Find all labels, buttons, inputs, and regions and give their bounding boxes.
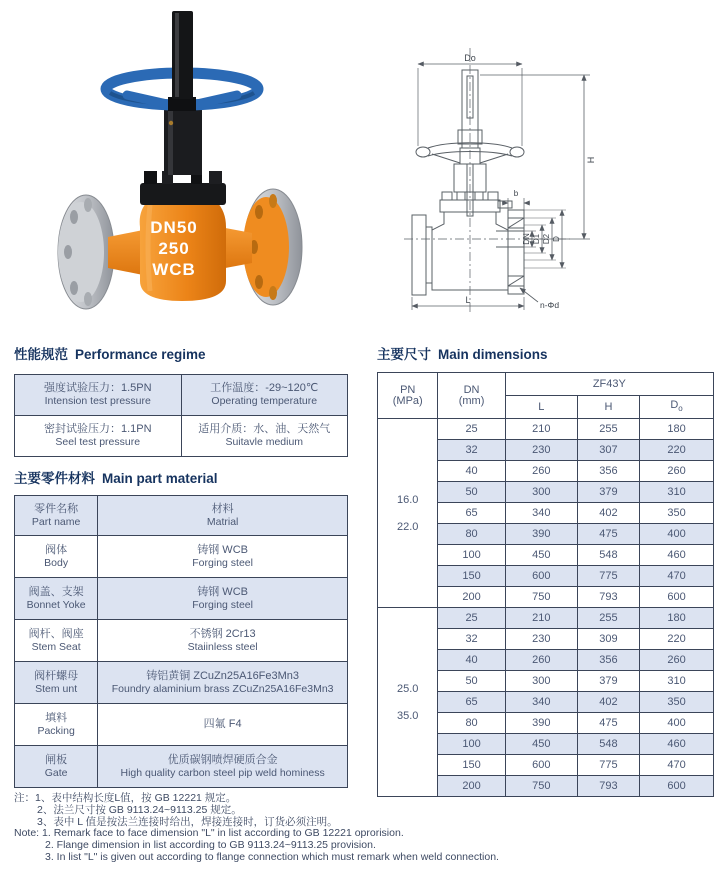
dn-cell: 50 xyxy=(438,482,505,503)
h-cell: 356 xyxy=(577,650,639,671)
do-cell: 460 xyxy=(640,545,714,566)
l-cell: 390 xyxy=(505,524,577,545)
do-cell: 470 xyxy=(640,566,714,587)
do-cell: 310 xyxy=(640,671,714,692)
col-header-pn: PN (MPa) xyxy=(378,373,438,419)
dn-cell: 200 xyxy=(438,587,505,608)
note-line: 3. In list "L" is given out according to flange connection which must remark when weld connection. xyxy=(45,850,499,863)
perf-cell-seal-pressure: 密封试验压力：1.1PN Seel test pressure xyxy=(15,416,182,457)
dn-cell: 65 xyxy=(438,503,505,524)
col-header-model: ZF43Y xyxy=(505,373,713,396)
h-cell: 307 xyxy=(577,440,639,461)
material-cell: 优质碳钢喷焊硬质合金 High quality carbon steel pip weld hominess xyxy=(98,746,348,788)
do-cell: 600 xyxy=(640,776,714,797)
do-cell: 180 xyxy=(640,419,714,440)
table-row xyxy=(378,608,714,629)
l-cell: 260 xyxy=(505,650,577,671)
do-cell: 350 xyxy=(640,503,714,524)
l-cell: 600 xyxy=(505,566,577,587)
dim-label-b: b xyxy=(513,189,519,198)
dim-label-d1: D1 xyxy=(532,233,541,245)
table-row xyxy=(15,578,348,620)
table-row xyxy=(15,704,348,746)
dn-cell: 150 xyxy=(438,755,505,776)
h-cell: 475 xyxy=(577,713,639,734)
dimensions-title-en: Main dimensions xyxy=(438,347,548,362)
do-cell: 180 xyxy=(640,608,714,629)
valve-dimension-drawing xyxy=(398,42,613,320)
l-cell: 260 xyxy=(505,461,577,482)
dn-cell: 25 xyxy=(438,419,505,440)
performance-table xyxy=(14,374,348,457)
do-cell: 470 xyxy=(640,755,714,776)
l-cell: 390 xyxy=(505,713,577,734)
perf-cell-test-pressure: 强度试验压力：1.5PN Intension test pressure xyxy=(15,375,182,416)
dn-cell: 80 xyxy=(438,524,505,545)
l-cell: 340 xyxy=(505,503,577,524)
dimensions-title-cn: 主要尺寸 xyxy=(377,347,431,362)
material-title-en: Main part material xyxy=(102,471,218,486)
do-cell: 600 xyxy=(640,587,714,608)
do-cell: 220 xyxy=(640,629,714,650)
dn-cell: 32 xyxy=(438,629,505,650)
performance-title-en: Performance regime xyxy=(75,347,206,362)
valve-photo xyxy=(30,5,310,313)
table-row xyxy=(378,419,714,440)
pn-group-cell: 16.0 22.0 xyxy=(378,419,438,608)
dn-cell: 40 xyxy=(438,461,505,482)
part-name-cell: 阀体 Body xyxy=(15,536,98,578)
l-cell: 300 xyxy=(505,671,577,692)
dn-cell: 32 xyxy=(438,440,505,461)
material-table xyxy=(14,495,348,788)
bonnet-yoke xyxy=(140,101,226,205)
h-cell: 255 xyxy=(577,419,639,440)
dim-label-h: H xyxy=(586,156,596,164)
h-cell: 548 xyxy=(577,545,639,566)
part-name-cell: 填料 Packing xyxy=(15,704,98,746)
col-header-h: H xyxy=(577,396,639,419)
perf-cell-medium: 适用介质：水、油、天然气 Suitavle medium xyxy=(181,416,348,457)
h-cell: 255 xyxy=(577,608,639,629)
h-cell: 402 xyxy=(577,692,639,713)
col-header-material: 材料 Matrial xyxy=(98,496,348,536)
note-line: 2. Flange dimension in list according to GB 9113.24~9113.25 provision. xyxy=(45,839,376,852)
dim-label-l: L xyxy=(465,295,471,305)
l-cell: 300 xyxy=(505,482,577,503)
dim-label-d: D xyxy=(552,236,561,242)
valve-stem xyxy=(172,11,193,99)
note-line: 2、法兰尺寸按 GB 9113.24~9113.25 规定。 xyxy=(37,803,242,816)
h-cell: 793 xyxy=(577,776,639,797)
l-cell: 600 xyxy=(505,755,577,776)
svg-text:250: 250 xyxy=(158,239,190,258)
l-cell: 750 xyxy=(505,587,577,608)
l-cell: 750 xyxy=(505,776,577,797)
do-cell: 220 xyxy=(640,440,714,461)
dn-cell: 40 xyxy=(438,650,505,671)
table-row xyxy=(15,375,348,416)
dn-cell: 100 xyxy=(438,734,505,755)
h-cell: 309 xyxy=(577,629,639,650)
part-name-cell: 闸板 Gate xyxy=(15,746,98,788)
dim-label-bolt: n-Φd xyxy=(540,300,560,310)
main-dimensions-table xyxy=(377,372,714,797)
left-flange xyxy=(58,195,114,309)
svg-text:DN50: DN50 xyxy=(150,218,198,237)
l-cell: 450 xyxy=(505,734,577,755)
l-cell: 450 xyxy=(505,545,577,566)
table-row xyxy=(15,620,348,662)
do-cell: 400 xyxy=(640,524,714,545)
dn-cell: 150 xyxy=(438,566,505,587)
dn-cell: 50 xyxy=(438,671,505,692)
table-row xyxy=(15,536,348,578)
col-header-part-name: 零件名称 Part name xyxy=(15,496,98,536)
h-cell: 793 xyxy=(577,587,639,608)
dim-label-dn: DN xyxy=(522,233,531,245)
h-cell: 548 xyxy=(577,734,639,755)
do-cell: 460 xyxy=(640,734,714,755)
dn-cell: 80 xyxy=(438,713,505,734)
table-row xyxy=(15,416,348,457)
h-cell: 775 xyxy=(577,566,639,587)
h-cell: 356 xyxy=(577,461,639,482)
part-name-cell: 阀杆螺母 Stem unt xyxy=(15,662,98,704)
do-cell: 400 xyxy=(640,713,714,734)
table-header-row xyxy=(378,373,714,396)
note-line: 3、表中 L 值是按法兰连接时给出，焊接连接时，订货必须注明。 xyxy=(37,815,338,828)
col-header-dn: DN (mm) xyxy=(438,373,505,419)
dimensions-section-title xyxy=(377,343,548,363)
table-row xyxy=(15,662,348,704)
col-header-l: L xyxy=(505,396,577,419)
h-cell: 379 xyxy=(577,671,639,692)
do-cell: 260 xyxy=(640,461,714,482)
performance-section-title xyxy=(14,343,206,363)
material-title-cn: 主要零件材料 xyxy=(14,471,95,486)
do-cell: 310 xyxy=(640,482,714,503)
dn-cell: 65 xyxy=(438,692,505,713)
dn-cell: 25 xyxy=(438,608,505,629)
h-cell: 379 xyxy=(577,482,639,503)
h-cell: 475 xyxy=(577,524,639,545)
table-header-row xyxy=(15,496,348,536)
svg-text:WCB: WCB xyxy=(152,260,196,279)
l-cell: 230 xyxy=(505,629,577,650)
table-row xyxy=(15,746,348,788)
material-cell: 铸钢 WCB Forging steel xyxy=(98,578,348,620)
performance-title-cn: 性能规范 xyxy=(14,347,68,362)
note-line: 注：1、表中结构长度L值，按 GB 12221 规定。 xyxy=(14,792,237,804)
perf-cell-temperature: 工作温度：-29~120℃ Operating temperature xyxy=(181,375,348,416)
part-name-cell: 阀杆、阀座 Stem Seat xyxy=(15,620,98,662)
l-cell: 340 xyxy=(505,692,577,713)
l-cell: 210 xyxy=(505,419,577,440)
material-cell: 铸铝黄铜 ZCuZn25A16Fe3Mn3 Foundry alaminium brass ZCuZn25A16Fe3Mn3 xyxy=(98,662,348,704)
do-cell: 260 xyxy=(640,650,714,671)
material-cell: 铸钢 WCB Forging steel xyxy=(98,536,348,578)
dn-cell: 200 xyxy=(438,776,505,797)
l-cell: 230 xyxy=(505,440,577,461)
material-cell: 不锈钢 2Cr13 Staiinless steel xyxy=(98,620,348,662)
dn-cell: 100 xyxy=(438,545,505,566)
footnotes xyxy=(14,793,499,864)
col-header-do: $D_o$ xyxy=(640,396,714,419)
material-cell: 四氟 F4 xyxy=(98,704,348,746)
do-cell: 350 xyxy=(640,692,714,713)
part-name-cell: 阀盖、支架 Bonnet Yoke xyxy=(15,578,98,620)
l-cell: 210 xyxy=(505,608,577,629)
h-cell: 775 xyxy=(577,755,639,776)
dim-label-d2: D2 xyxy=(542,233,551,245)
material-section-title xyxy=(14,467,218,487)
note-line: Note: 1. Remark face to face dimension "L" in list according to GB 12221 oprorision. xyxy=(14,827,404,840)
pn-group-cell: 25.0 35.0 xyxy=(378,608,438,797)
dim-label-do: Do xyxy=(464,53,476,63)
h-cell: 402 xyxy=(577,503,639,524)
